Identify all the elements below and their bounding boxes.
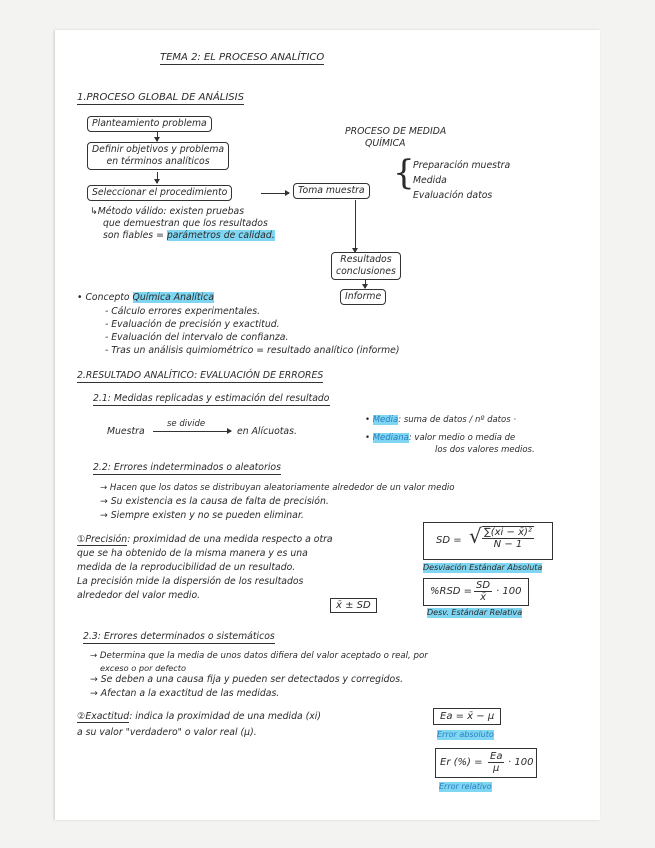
concepto-item-1: - Cálculo errores experimentales. bbox=[105, 306, 261, 317]
mediana-line: • Mediana: valor medio o media de bbox=[365, 433, 516, 443]
concepto-item-4: - Tras un análisis quimiométrico = resultado analítico (informe) bbox=[105, 345, 400, 356]
box-planteamiento: Planteamiento problema bbox=[87, 116, 212, 132]
section-2-3-heading: 2.3: Errores determinados o sistemáticos bbox=[83, 631, 275, 642]
concepto-line bbox=[77, 292, 214, 304]
concepto-item-3: - Evaluación del intervalo de confianza. bbox=[105, 332, 289, 343]
section-1-heading: 1.PROCESO GLOBAL DE ANÁLISIS bbox=[77, 92, 244, 103]
precision-line-1 bbox=[77, 534, 333, 546]
page-title: TEMA 2: EL PROCESO ANALÍTICO bbox=[160, 52, 325, 63]
concepto-label: • Concepto bbox=[77, 292, 130, 303]
precision-line-2: que se ha obtenido de la misma manera y es una bbox=[77, 548, 308, 559]
precision-line-4: La precisión mide la dispersión de los resultados bbox=[77, 576, 304, 587]
rsd-left: %RSD = bbox=[430, 586, 473, 597]
rsd-numerator: SD bbox=[476, 580, 491, 591]
exactitud-line-1 bbox=[77, 711, 321, 723]
mediana-label: Mediana bbox=[372, 433, 409, 443]
notebook-page bbox=[55, 30, 600, 820]
box-def-line1: Definir objetivos y problema bbox=[92, 144, 225, 155]
se-divide: se divide bbox=[167, 419, 206, 429]
box-toma-muestra: Toma muestra bbox=[293, 183, 370, 199]
brace: { bbox=[393, 153, 415, 193]
rsd-denominator: x̄ bbox=[480, 592, 486, 603]
box-def-line2: en términos analíticos bbox=[106, 156, 210, 167]
muestra: Muestra bbox=[107, 426, 145, 437]
sd-caption: Desviación Estándar Absoluta bbox=[423, 563, 543, 572]
media-label: Media bbox=[372, 415, 399, 425]
quimica-analitica: Química Analítica bbox=[132, 292, 214, 303]
box-definir-objetivos bbox=[87, 142, 229, 170]
exactitud-text-1: : indica la proximidad de una medida (xi) bbox=[129, 711, 321, 722]
proc-item-1: Preparación muestra bbox=[413, 160, 511, 171]
box-informe: Informe bbox=[340, 289, 386, 305]
s23-item-1: → Determina que la media de unos datos difiera del valor aceptado o real, por bbox=[90, 651, 428, 661]
er-left: Er (%) = bbox=[440, 757, 483, 768]
media-line: • Media: suma de datos / nº datos · bbox=[365, 415, 517, 425]
ea-formula bbox=[433, 708, 501, 725]
s22-item-2: → Su existencia es la causa de falta de precisión. bbox=[100, 496, 329, 507]
box-resultados bbox=[331, 252, 401, 280]
sd-numerator: ∑(xi − x̄)² bbox=[484, 527, 532, 538]
arrow-to-toma bbox=[261, 193, 289, 194]
alicuotas: en Alícuotas. bbox=[237, 426, 297, 437]
s23-item-3: → Afectan a la exactitud de las medidas. bbox=[90, 688, 280, 699]
sd-left: SD = bbox=[436, 535, 462, 546]
sd-denominator: N − 1 bbox=[493, 539, 523, 550]
mean-sd: x̄ ± SD bbox=[336, 600, 371, 611]
divide-arrow bbox=[153, 431, 231, 432]
mediana-text: : valor medio o media de bbox=[408, 433, 516, 443]
er-formula bbox=[435, 748, 537, 778]
precision-label: ①Precisión bbox=[77, 534, 128, 545]
s22-item-1: → Hacen que los datos se distribuyan aleatoriamente alrededor de un valor medio bbox=[100, 483, 455, 493]
ea-formula-text: Ea = x̄ − μ bbox=[440, 711, 495, 722]
exactitud-label: ②Exactitud bbox=[77, 711, 130, 722]
section-2-2-heading: 2.2: Errores indeterminados o aleatorios bbox=[93, 462, 281, 473]
metodo-line-2: que demuestran que los resultados bbox=[103, 218, 268, 229]
arrow-res-informe bbox=[365, 280, 366, 288]
mediana-line-2: los dos valores medios. bbox=[435, 445, 535, 455]
metodo-line-3a: son fiables = bbox=[103, 230, 164, 241]
s23-item-2: → Se deben a una causa fija y pueden ser detectados y corregidos. bbox=[90, 674, 404, 685]
proc-item-3: Evaluación datos bbox=[413, 190, 493, 201]
proceso-medida-subtitle: QUÍMICA bbox=[365, 138, 406, 149]
er-numerator: Ea bbox=[490, 751, 503, 762]
ea-caption: Error absoluto bbox=[437, 730, 494, 739]
proceso-medida-title: PROCESO DE MEDIDA bbox=[345, 126, 447, 137]
precision-line-3: medida de la reproducibilidad de un resultado. bbox=[77, 562, 296, 573]
box-res-line1: Resultados bbox=[340, 254, 392, 265]
er-denominator: μ bbox=[493, 763, 500, 774]
proc-item-2: Medida bbox=[413, 175, 447, 186]
mean-sd-box bbox=[330, 598, 377, 613]
metodo-line-3 bbox=[103, 230, 275, 242]
s22-item-3: → Siempre existen y no se pueden eliminar. bbox=[100, 510, 304, 521]
arrow-toma-resultados bbox=[355, 200, 356, 252]
rsd-right: · 100 bbox=[496, 586, 522, 597]
section-2-1-heading: 2.1: Medidas replicadas y estimación del resultado bbox=[93, 393, 330, 404]
precision-line-5: alrededor del valor medio. bbox=[77, 590, 201, 601]
box-res-line2: conclusiones bbox=[336, 266, 396, 277]
section-2-heading: 2.RESULTADO ANALÍTICO: EVALUACIÓN DE ERRORES bbox=[77, 370, 324, 381]
er-caption: Error relativo bbox=[439, 782, 492, 791]
precision-text-1: : proximidad de una medida respecto a otra bbox=[127, 534, 333, 545]
box-seleccionar: Seleccionar el procedimiento bbox=[87, 185, 232, 201]
exactitud-line-2: a su valor "verdadero" o valor real (μ). bbox=[77, 727, 257, 738]
er-right: · 100 bbox=[508, 757, 534, 768]
rsd-formula bbox=[423, 578, 529, 606]
concepto-item-2: - Evaluación de precisión y exactitud. bbox=[105, 319, 280, 330]
arrow-2 bbox=[157, 172, 158, 183]
media-text: : suma de datos / nº datos · bbox=[398, 415, 517, 425]
s23-item-1b: exceso o por defecto bbox=[100, 663, 186, 673]
arrow-1 bbox=[157, 132, 158, 141]
metodo-line-1: ↳Método válido: existen pruebas bbox=[90, 206, 245, 217]
parametros-calidad: parámetros de calidad. bbox=[166, 230, 275, 241]
rsd-caption: Desv. Estándar Relativa bbox=[427, 608, 523, 617]
sd-formula: SD = √ $\frac{\text{∑(xi − x̄)²}}{N - 1}$ bbox=[423, 522, 553, 560]
